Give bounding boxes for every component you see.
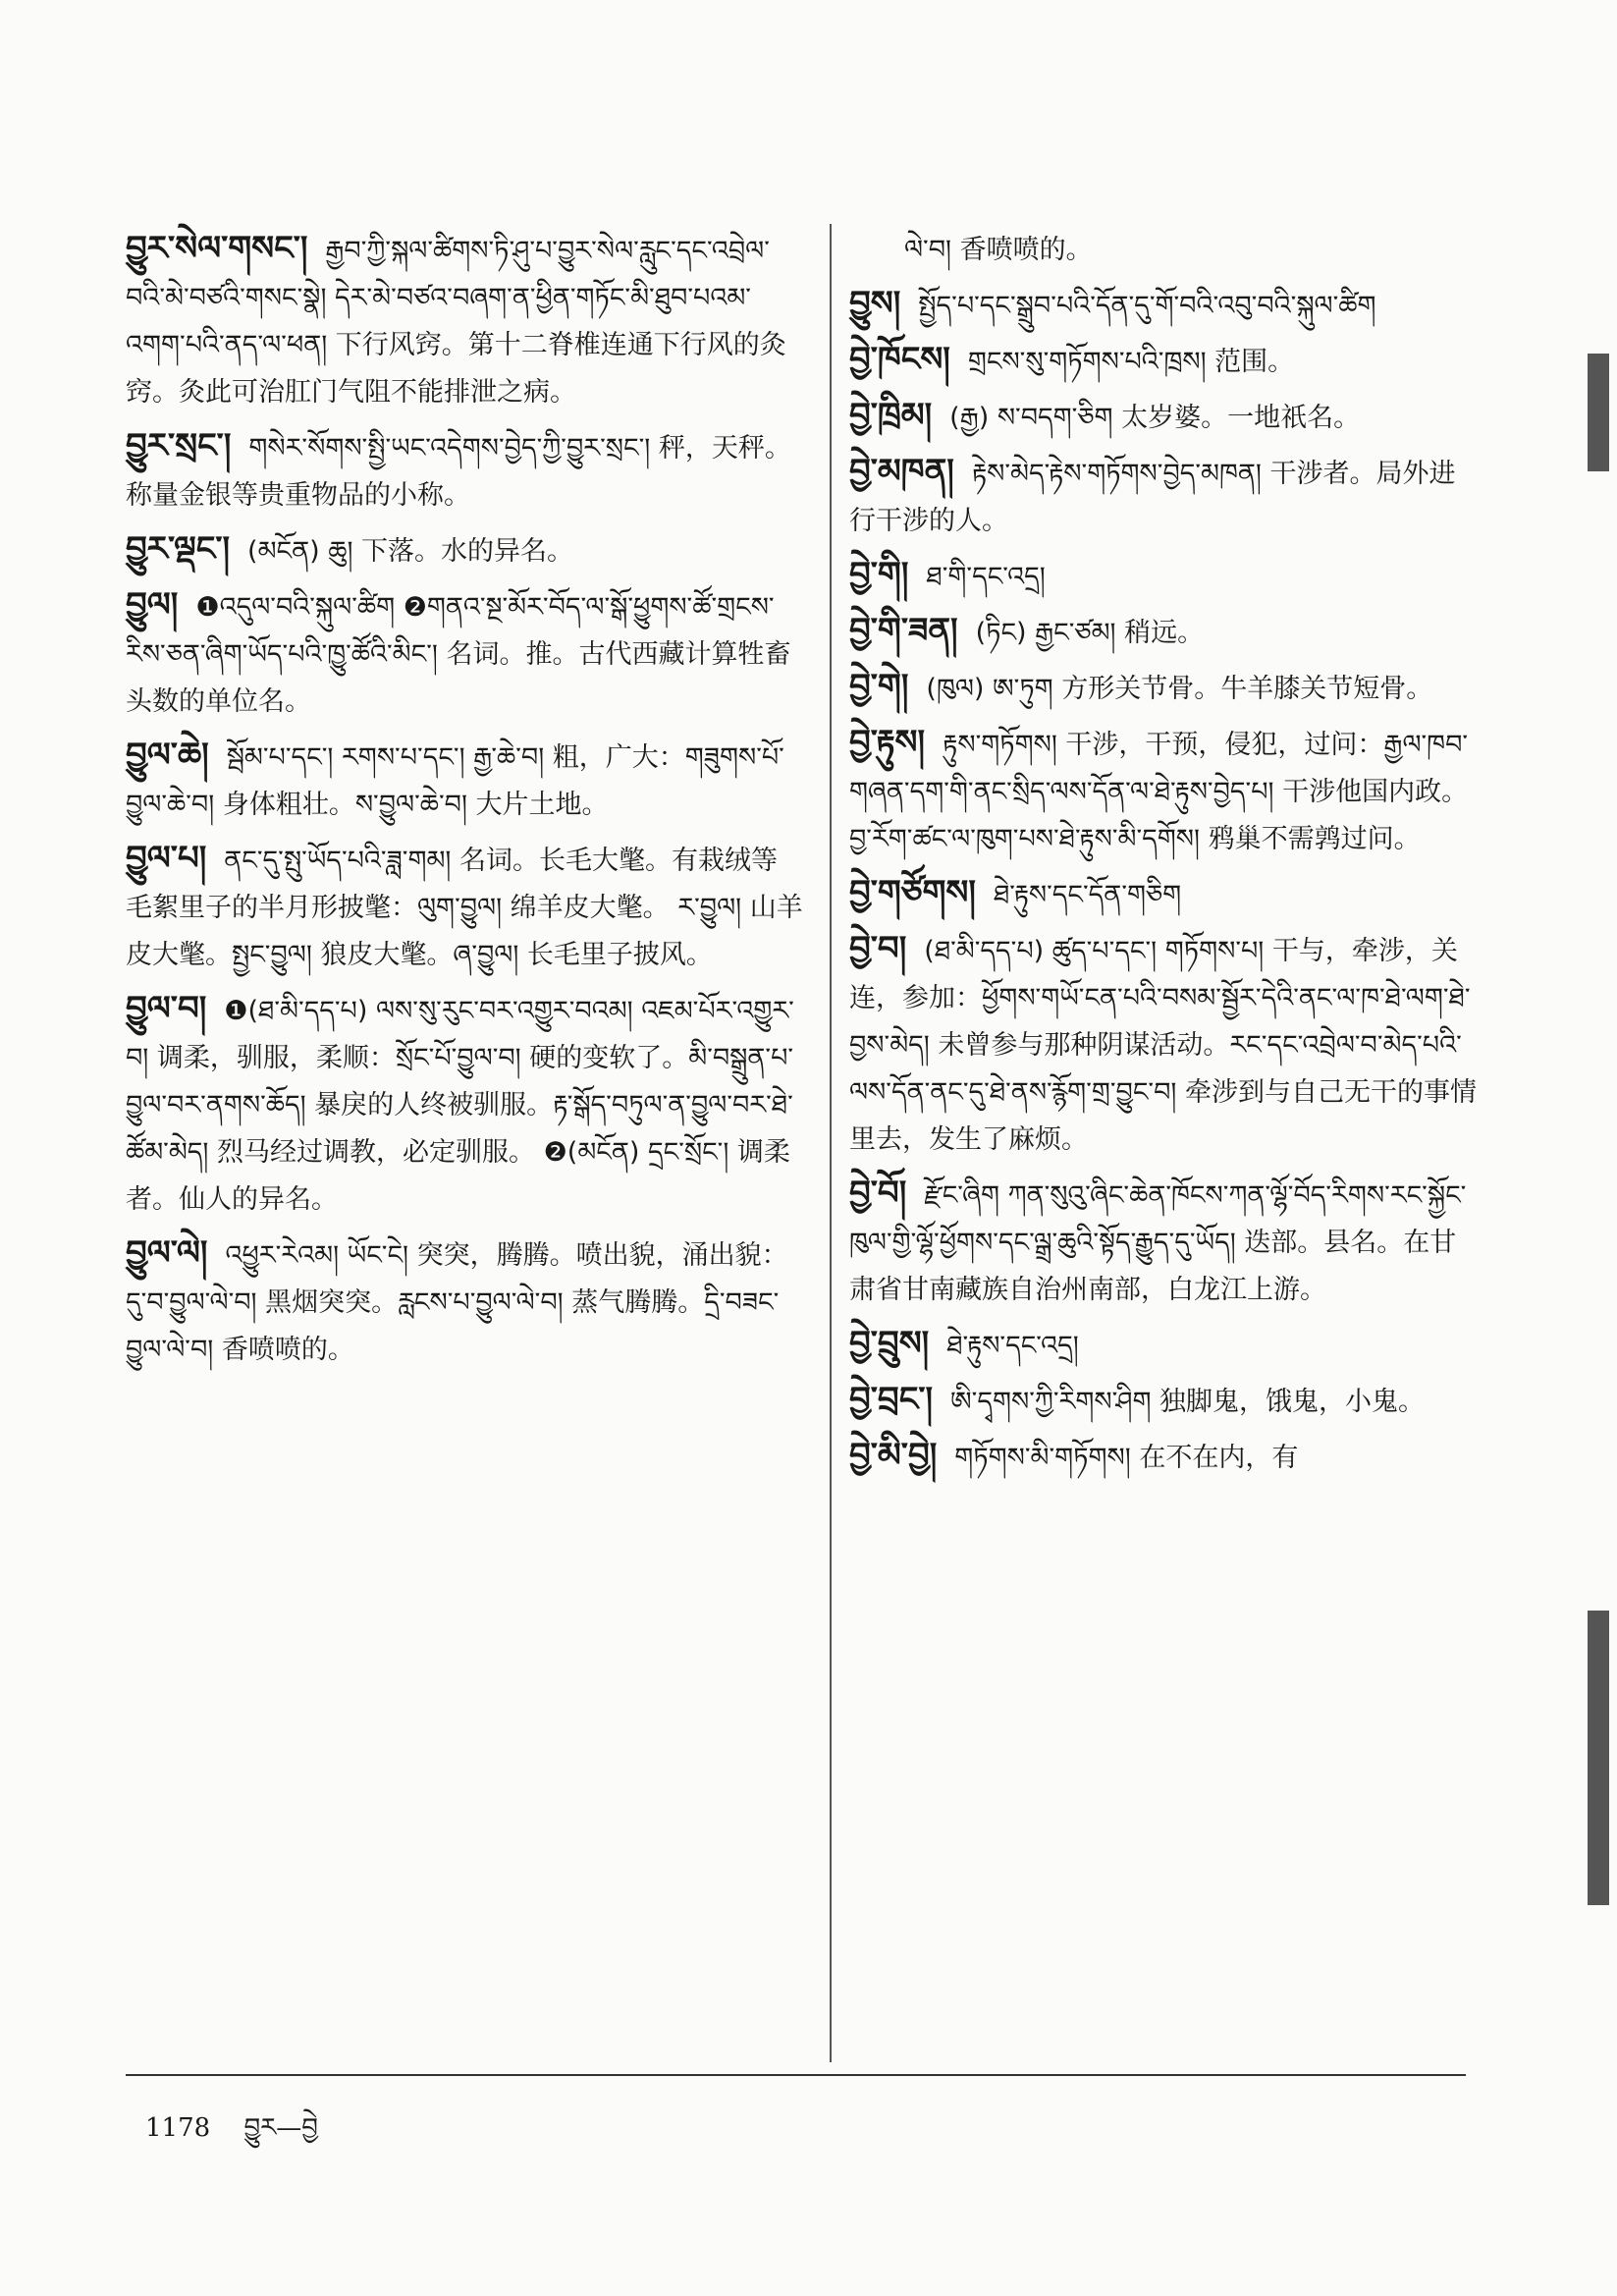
entry-definition: ལེ་བ། 香喷喷的。 xyxy=(904,235,1093,265)
dictionary-entry xyxy=(126,986,803,1223)
dictionary-entry xyxy=(849,926,1478,1163)
dictionary-entry xyxy=(126,526,803,574)
entry-definition: (མངོན) ཆུ། 下落。水的异名。 xyxy=(247,536,574,567)
entry-definition: (རྒྱ) ས་བདག་ཅིག 太岁婆。一地祇名。 xyxy=(949,403,1361,433)
entry-definition: རྫོང་ཞིག ཀན་སུའུ་ཞིང་ཆེན་ཁོངས་ཀན་ལྷོ་བོད་རིགས་རང་སྐྱོང་ཁུལ་གྱི་ལྷོ་ཕྱོགས་དང་ལྒྲ་ཆུའི་སྟོད་རྒྱུད་དུ་ཡོད། 迭部。县名。在甘肃省甘南藏族自治州南部，白龙江上游。 xyxy=(849,1180,1467,1305)
entry-definition: སྤྱོད་པ་དང་སྒྲུབ་པའི་དོན་དུ་གོ་བའི་འབུ་བའི་སྐུལ་ཚིག xyxy=(918,291,1376,321)
entry-headword: བྱེ་མཁན། xyxy=(849,452,954,491)
dictionary-entry xyxy=(849,226,1478,273)
entry-headword: བྱུས། xyxy=(849,284,901,323)
footer-rule xyxy=(126,2074,1466,2076)
entry-headword: བྱེ་བྲུས། xyxy=(849,1324,930,1363)
entry-headword: བྱུལ་བ། xyxy=(126,989,207,1028)
entry-definition: གསེར་སོགས་སྤྱི་ཡང་འདེགས་བྱེད་ཀྱི་བྱུར་སྲང་། 秤，天秤。称量金银等贵重物品的小称。 xyxy=(126,433,791,511)
entry-headword: བྱེ་གི་ཟན། xyxy=(849,611,958,650)
dictionary-entry xyxy=(849,1377,1478,1425)
entry-headword: བྱུར་སྲང་། xyxy=(126,426,232,465)
dictionary-entry xyxy=(126,733,803,828)
scan-edge-marks xyxy=(1578,59,1617,2278)
dictionary-entry xyxy=(849,1433,1478,1481)
page-range: བྱུར—བྱེ xyxy=(243,2113,318,2143)
dictionary-entry xyxy=(849,1171,1478,1313)
entry-definition: རྒྱབ་ཀྱི་སྐལ་ཚིགས་ཏི་ཤུ་པ་བྱུར་སེལ་རླུང་དང་འབྲེལ་བའི་མེ་བཙའི་གསང་སྣེ། དེར་མེ་བཙའ་བཞག་ན་ཕྱིན་གཏོང་མི་ཐུབ་པའམ་འགག་པའི་ནད་ལ་ཕན། 下行风窍。第十二脊椎连通下行风的灸窍。灸此可治肛门气阻不能排泄之病。 xyxy=(126,236,786,408)
right-column xyxy=(849,226,1478,1489)
entry-definition: (ཁུལ) ཨ་ཏུག 方形关节骨。牛羊膝关节短骨。 xyxy=(926,674,1433,704)
entry-headword: བྱེ་ཁོངས། xyxy=(849,340,950,379)
left-column xyxy=(126,226,803,1381)
page-number: 1178 xyxy=(145,2113,211,2143)
entry-definition: གཏོགས་མི་གཏོགས། 在不在内，有 xyxy=(954,1443,1299,1473)
entry-definition: ཐེ་རྟུས་དང་དོན་གཅིག xyxy=(993,880,1182,910)
entry-headword: བྱེ་གཙོགས། xyxy=(849,873,976,912)
entry-headword: བྱུལ་ལེ། xyxy=(126,1233,208,1273)
dictionary-entry xyxy=(126,582,803,725)
dictionary-entry xyxy=(849,664,1478,712)
dictionary-entry xyxy=(126,1230,803,1373)
entry-definition: ❶འདུལ་བའི་སྐུལ་ཚིག ❷གནའ་སྔ་མོར་བོད་ལ་སྒོ་ཕྱུགས་ཚོ་གྲངས་རིས་ཅན་ཞིག་ཡོད་པའི་ཁྱུ་ཚོའི་མིང་། 名词。推。古代西藏计算牲畜头数的单位名。 xyxy=(126,592,791,717)
dictionary-entry xyxy=(849,337,1478,385)
entry-definition: ནང་དུ་སྤུ་ཡོད་པའི་ཟླ་གམ། 名词。长毛大氅。有栽绒等毛絮里子的半月形披氅：ལུག་བྱུལ། 绵羊皮大氅。 ར་བྱུལ། 山羊皮大氅。སྤྱང་བྱུལ། 狼皮大氅。ཞ་བྱུལ། 长毛里子披风。 xyxy=(126,846,803,970)
dictionary-entry xyxy=(126,423,803,519)
entry-definition: ཐ་གི་དང་འདྲ། xyxy=(926,562,1046,592)
entry-definition: (ཏིང) རྒྱང་ཙམ། 稍远。 xyxy=(975,618,1205,648)
entry-definition: ཐེ་རྟུས་དང་འདྲ། xyxy=(946,1331,1079,1361)
entry-definition: རྟུས་གཏོགས། 干涉，干预，侵犯，过问：རྒྱལ་ཁབ་གཞན་དག་གི་ནང་སྲིད་ལས་དོན་ལ་ཐེ་རྟུས་བྱེད་པ། 干涉他国内政。 བྱ་རོག་ཚང་ལ་ཁུག་པས་ཐེ་རྟུས་མི་དགོས། 鸦巢不需鹑过问。 xyxy=(849,730,1469,854)
entry-definition: ཨི་དྭགས་ཀྱི་རིགས་ཤིག 独脚鬼，饿鬼，小鬼。 xyxy=(950,1387,1426,1417)
entry-definition: གྲངས་སུ་གཏོགས་པའི་ཁྲས། 范围。 xyxy=(967,347,1295,377)
entry-headword: བྱེ་གི། xyxy=(849,555,909,594)
entry-definition: ❶(ཐ་མི་དད་པ) ལས་སུ་རུང་བར་འགྱུར་བའམ། འཇམ་པོར་འགྱུར་བ། 调柔，驯服，柔顺：སྲོང་པོ་བྱུལ་བ། 硬的变软了。མི་བསྒྲུན་པ་བྱུལ་བར་ནགས་ཆོད། 暴戾的人终被驯服。རྟ་སྒོད་བཏུལ་ན་བྱུལ་བར་ཐེ་ཚོམ་མེད། 烈马经过调教，必定驯服。 ❷(མངོན) དྲང་སྲོང་། 调柔者。仙人的异名。 xyxy=(126,996,794,1215)
entry-headword: བྱུལ། xyxy=(126,585,179,625)
dictionary-entry xyxy=(126,226,803,415)
entry-headword: བྱེ་གེ། xyxy=(849,667,909,706)
entry-headword: བྱེ་བོ། xyxy=(849,1174,907,1213)
entry-headword: བྱུལ་ཆེ། xyxy=(126,736,209,775)
dictionary-entry xyxy=(849,449,1478,544)
dictionary-entry xyxy=(849,870,1478,918)
entry-headword: བྱེ་བྲང་། xyxy=(849,1380,934,1419)
entry-definition: འཕྱུར་རེའམ། ཡོང་ངེ། 突突，腾腾。喷出貌，涌出貌：དུ་བ་བྱུལ་ལེ་བ། 黑烟突突。རླངས་པ་བྱུལ་ལེ་བ། 蒸气腾腾。དྲི་བཟང་བྱུལ་ལེ་བ། 香喷喷的。 xyxy=(126,1240,788,1365)
entry-headword: བྱུལ་པ། xyxy=(126,839,207,878)
dictionary-entry xyxy=(849,281,1478,329)
dictionary-entry xyxy=(849,720,1478,862)
page-footer xyxy=(145,2100,344,2171)
dictionary-entry xyxy=(849,608,1478,656)
dictionary-entry xyxy=(849,1321,1478,1369)
dictionary-entry xyxy=(126,836,803,978)
entry-definition: སྦོམ་པ་དང་། རགས་པ་དང་། རྒྱ་ཆེ་བ། 粗，广大：གཟུགས་པོ་བྱུལ་ཆེ་བ། 身体粗壮。ས་བྱུལ་ཆེ་བ། 大片土地。 xyxy=(126,742,784,820)
entry-definition: རྟེས་མེད་རྟེས་གཏོགས་བྱེད་མཁན། 干涉者。局外进行干涉的人。 xyxy=(849,459,1456,536)
entry-definition: (ཐ་མི་དད་པ) ཚུད་པ་དང་། གཏོགས་པ། 干与，牵涉，关连，参加：ཕྱོགས་གཡོ་ངན་པའི་བསམ་སྦྱོར་དེའི་ནང་ལ་ཁ་ཐེ་ལག་ཐེ་བྱས་མེད། 未曾参与那种阴谋活动。རང་དང་འབྲེལ་བ་མེད་པའི་ལས་དོན་ནང་དུ་ཐེ་ནས་རྙོག་གྲ་བྱུང་བ། 牵涉到与自己无干的事情里去，发生了麻烦。 xyxy=(849,936,1477,1155)
column-divider xyxy=(830,224,832,2062)
dictionary-entry xyxy=(849,393,1478,441)
entry-headword: བྱེ་མི་བྱེ། xyxy=(849,1436,938,1475)
entry-headword: བྱེ་རྟུས། xyxy=(849,723,926,762)
entry-headword: བྱེ་བ། xyxy=(849,929,907,968)
entry-headword: བྱུར་སེལ་གསང་། xyxy=(126,229,308,268)
entry-headword: བྱུར་ལྡང་། xyxy=(126,529,231,569)
dictionary-entry xyxy=(849,552,1478,600)
entry-headword: བྱེ་ཁྲིམ། xyxy=(849,396,933,435)
